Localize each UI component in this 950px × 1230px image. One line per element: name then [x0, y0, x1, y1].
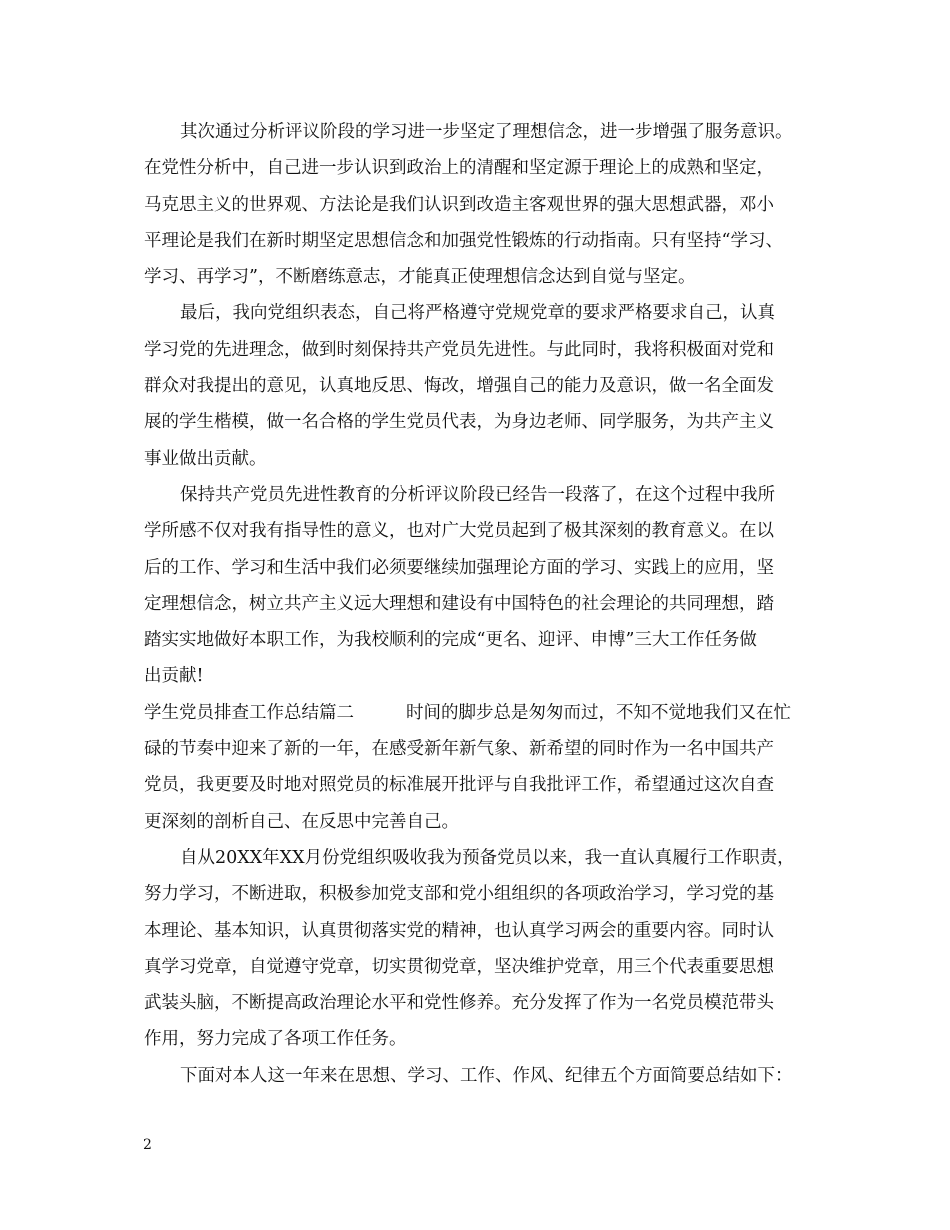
- paragraph-line: 真学习党章，自觉遵守党章，切实贯彻党章，坚决维护党章，用三个代表重要思想: [144, 956, 774, 977]
- paragraph-line: 自从20XX年XX月份党组织吸收我为预备党员以来，我一直认真履行工作职责，: [180, 847, 795, 868]
- section-heading-line: [144, 695, 824, 731]
- paragraph-line: 武装头脑，不断提高政治理论水平和党性修养。充分发挥了作为一名党员模范带头: [144, 993, 774, 1014]
- paragraph-line: 保持共产党员先进性教育的分析评议阶段已经告一段落了，在这个过程中我所: [180, 484, 775, 505]
- paragraph-text: 时间的脚步总是匆匆而过，不知不觉地我们又在忙: [406, 702, 791, 723]
- paragraph-line: 平理论是我们在新时期坚定思想信念和加强党性锻炼的行动指南。只有坚持“学习、: [144, 230, 783, 251]
- paragraph-line: 下面对本人这一年来在思想、学习、工作、作风、纪律五个方面简要总结如下：: [180, 1065, 793, 1086]
- paragraph-line: 踏实实地做好本职工作，为我校顺利的完成“更名、迎评、申博”三大工作任务做: [144, 630, 757, 651]
- paragraph-line: 最后，我向党组织表态，自己将严格遵守党规党章的要求严格要求自己，认真: [180, 303, 775, 324]
- paragraph-line: 学习党的先进理念，做到时刻保持共产党员先进性。与此同时，我将积极面对党和: [144, 339, 774, 360]
- paragraph-line: 事业做出贡献。: [144, 448, 267, 469]
- paragraph-line: 马克思主义的世界观、方法论是我们认识到改造主客观世界的强大思想武器，邓小: [144, 194, 774, 215]
- section-title: 学生党员排查工作总结篇二: [144, 702, 354, 723]
- paragraph-line: 碌的节奏中迎来了新的一年，在感受新年新气象、新希望的同时作为一名中国共产: [144, 739, 774, 760]
- paragraph-line: 作用，努力完成了各项工作任务。: [144, 1029, 407, 1050]
- page-number: 2: [143, 1137, 152, 1153]
- paragraph-line: 本理论、基本知识，认真贯彻落实党的精神，也认真学习两会的重要内容。同时认: [144, 920, 774, 941]
- paragraph-line: 学习、再学习”，不断磨练意志，才能真正使理想信念达到自觉与坚定。: [144, 267, 696, 288]
- paragraph-line: 学所感不仅对我有指导性的意义，也对广大党员起到了极其深刻的教育意义。在以: [144, 521, 774, 542]
- paragraph-line: 其次通过分析评议阶段的学习进一步坚定了理想信念，进一步增强了服务意识。: [180, 122, 793, 142]
- paragraph-line: 党员，我更要及时地对照党员的标准展开批评与自我批评工作，希望通过这次自查: [144, 775, 774, 796]
- paragraph-line: 更深刻的剖析自己、在反思中完善自己。: [144, 811, 459, 832]
- document-body: [144, 114, 824, 1094]
- paragraph-line: 出贡献!: [144, 666, 204, 687]
- paragraph-line: 后的工作、学习和生活中我们必须要继续加强理论方面的学习、实践上的应用，坚: [144, 557, 774, 578]
- paragraph-line: 群众对我提出的意见，认真地反思、悔改，增强自己的能力及意识，做一名全面发: [144, 376, 774, 397]
- paragraph-line: 展的学生楷模，做一名合格的学生党员代表，为身边老师、同学服务，为共产主义: [144, 412, 774, 433]
- paragraph-line: 在党性分析中，自己进一步认识到政治上的清醒和坚定源于理论上的成熟和坚定，: [144, 158, 774, 179]
- paragraph-line: 定理想信念，树立共产主义远大理想和建设有中国特色的社会理论的共同理想，踏: [144, 593, 774, 614]
- paragraph-line: 努力学习，不断进取，积极参加党支部和党小组组织的各项政治学习，学习党的基: [144, 884, 774, 905]
